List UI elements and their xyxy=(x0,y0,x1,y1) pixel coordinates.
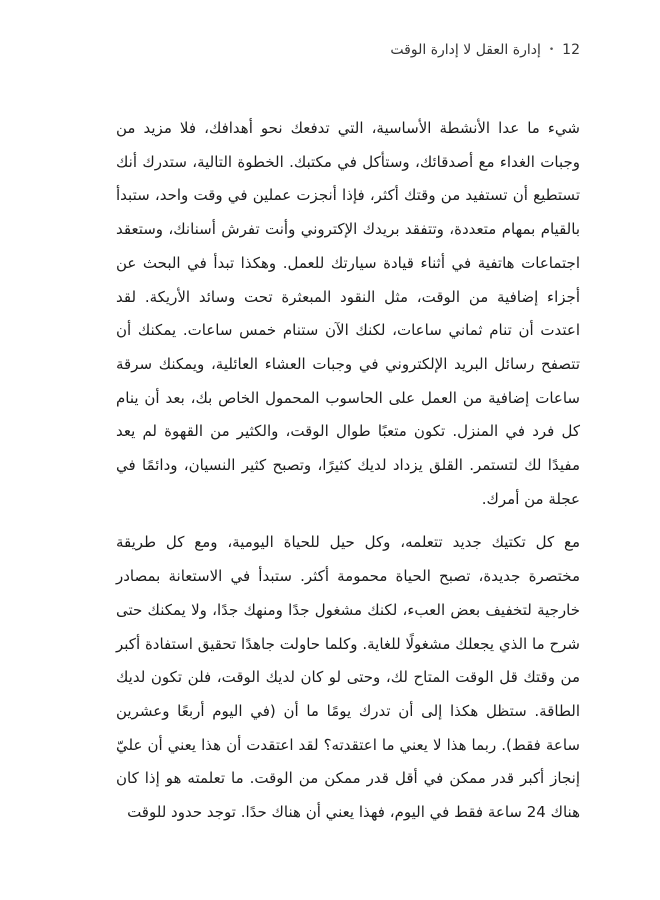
header-separator: • xyxy=(548,45,555,55)
running-header xyxy=(390,42,580,58)
body-text xyxy=(116,112,580,830)
paragraph-2: مع كل تكتيك جديد تتعلمه، وكل حيل للحياة اليومية، ومع كل طريقة مختصرة جديدة، تصبح الحياة محمومة أكثر. ستبدأ في الاستعانة بمصادر خارجية لتخفيف بعض العبء، لكنك مشغول جدًا ومنهك جدًا، ولا يمكنك حتى شرح ما الذي يجعلك مشغولًا للغاية. وكلما حاولت جاهدًا تحقيق استفادة أكبر من وقتك قل الوقت المتاح لك، وحتى لو كان لديك الوقت، فلن تكون لديك الطاقة. ستظل هكذا إلى أن تدرك يومًا ما أن (في اليوم أربعًا وعشرين ساعة فقط). ربما هذا لا يعني ما اعتقدته؟ لقد اعتقدت أن هذا يعني أن عليّ إنجاز أكبر قدر ممكن في أقل قدر ممكن من الوقت. ما تعلمته هو إذا كان هناك 24 ساعة فقط في اليوم، فهذا يعني أن هناك حدًا. توجد حدود للوقت xyxy=(116,533,580,822)
book-title: إدارة العقل لا إدارة الوقت xyxy=(390,42,541,58)
paragraph-1: شيء ما عدا الأنشطة الأساسية، التي تدفعك نحو أهدافك، فلا مزيد من وجبات الغداء مع أصدقائك، وستأكل في مكتبك. الخطوة التالية، ستدرك أنك تستطيع أن تستفيد من وقتك أكثر، فإذا أنجزت عملين في وقت واحد، ستبدأ بالقيام بمهام متعددة، وتتفقد بريدك الإكتروني وأنت تفرش أسنانك، وستعقد اجتماعات هاتفية في أثناء قيادة سيارتك للعمل. وهكذا تبدأ في البحث عن أجزاء إضافية من الوقت، مثل النقود المبعثرة تحت وسائد الأريكة. لقد اعتدت أن تنام ثماني ساعات، لكنك الآن ستنام خمس ساعات. يمكنك أن تتصفح رسائل البريد الإلكتروني في وجبات العشاء العائلية، ويمكنك سرقة ساعات إضافية من العمل على الحاسوب المحمول الخاص بك، بعد أن ينام كل فرد في المنزل. تكون متعبًا طوال الوقت، والكثير من القهوة لم يعد مفيدًا لك لتستمر. القلق يزداد لديك كثيرًا، وتصبح كثير النسيان، ودائمًا في عجلة من أمرك. xyxy=(116,119,580,508)
page-number: 12 xyxy=(562,42,580,58)
